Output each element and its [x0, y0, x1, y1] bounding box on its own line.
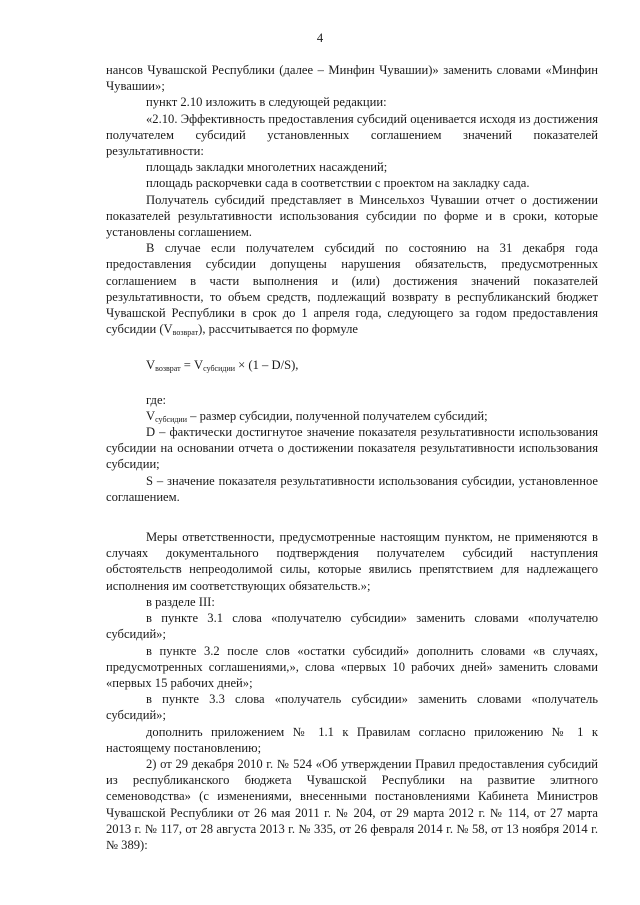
blank-gap [106, 505, 598, 529]
paragraph-7-end: ), рассчитывается по формуле [198, 322, 358, 337]
paragraph-7-subscript: возврат [172, 328, 199, 338]
paragraph-where: где: [146, 392, 167, 407]
paragraph-1: нансов Чувашской Республики (далее – Минфин Чувашии)» заменить словами «Минфин Чувашии»; [106, 63, 598, 94]
formula-sub1: возврат [155, 364, 181, 374]
paragraph-4: площадь закладки многолетних насаждений; [146, 160, 388, 175]
paragraph-d-definition: D – фактически достигнутое значение показателя результативности использования субсидии на основании отчета о достижении показателя результативности использования субсидии; [106, 425, 598, 472]
paragraph-7-text: В случае если получателем субсидий по состоянию на 31 декабря года предоставления субсидии допущены нарушения обязательств, предусмотренных соглашением в части выполнения и (или) достижения значений показателей результативности, то объем средств, подлежащий возврату в республиканский бюджет Чувашской Республики в срок до 1 апреля года, следующего за годом предоставления субсидии (V [106, 241, 598, 337]
v-symbol: V [146, 408, 156, 423]
paragraph-15: в пункте 3.2 после слов «остатки субсидий» дополнить словами «в случаях, предусмотренных соглашениями,», слова «первых 10 рабочих дней» заменить словами «первых 15 рабочих дней»; [106, 643, 598, 690]
paragraph-16: в пункте 3.3 слова «получатель субсидии» заменить словами «получатель субсидий»; [106, 692, 598, 723]
document-body [106, 62, 598, 853]
v-definition-text: – размер субсидии, полученной получателем субсидий; [186, 408, 488, 423]
paragraph-18: 2) от 29 декабря 2010 г. № 524 «Об утверждении Правил предоставления субсидий из республиканского бюджета Чувашской Республики на развитие элитного семеноводства» (с изменениями, внесенными постановлениями Кабинета Министров Чувашской Республики от 26 мая 2011 г. № 204, от 29 марта 2012 г. № 114, от 27 марта 2013 г. № 117, от 28 августа 2013 г. № 335, от 26 февраля 2014 г. № 58, от 13 ноября 2014 г. № 389): [106, 756, 598, 852]
paragraph-6: Получатель субсидий представляет в Минсельхоз Чувашии отчет о достижении показателей результативности использования субсидии по форме и в сроки, которые установлены соглашением. [106, 192, 598, 240]
formula [106, 357, 598, 373]
formula-v2: V [194, 358, 204, 373]
paragraph-14: в пункте 3.1 слова «получателю субсидии» заменить словами «получателю субсидий»; [106, 611, 598, 642]
paragraph-7 [106, 240, 598, 337]
page-number: 4 [316, 31, 324, 45]
formula-rest: × (1 – D/S), [235, 358, 299, 373]
paragraph-5: площадь раскорчевки сада в соответствии с проектом на закладку сада. [146, 176, 530, 191]
paragraph-17: дополнить приложением № 1.1 к Правилам согласно приложению № 1 к настоящему постановлению; [106, 724, 598, 755]
paragraph-13: в разделе III: [146, 594, 215, 609]
paragraph-s-definition: S – значение показателя результативности использования субсидии, установленное соглашением. [106, 473, 598, 504]
v-subscript: субсидии [155, 414, 187, 424]
paragraph-2: пункт 2.10 изложить в следующей редакции: [146, 95, 387, 110]
formula-v1: V [146, 358, 156, 373]
paragraph-12: Меры ответственности, предусмотренные настоящим пунктом, не применяются в случаях документального подтверждения получателем субсидий наступления обстоятельств непреодолимой силы, которые явились препятствием для надлежащего исполнения им соответствующих обязательств.»; [106, 530, 598, 593]
formula-sub2: субсидии [203, 364, 235, 374]
paragraph-3: «2.10. Эффективность предоставления субсидий оценивается исходя из достижения получателем субсидий установленных соглашением значений показателей результативности: [106, 111, 598, 159]
formula-eq: = [180, 358, 195, 373]
paragraph-v-definition [106, 408, 598, 424]
